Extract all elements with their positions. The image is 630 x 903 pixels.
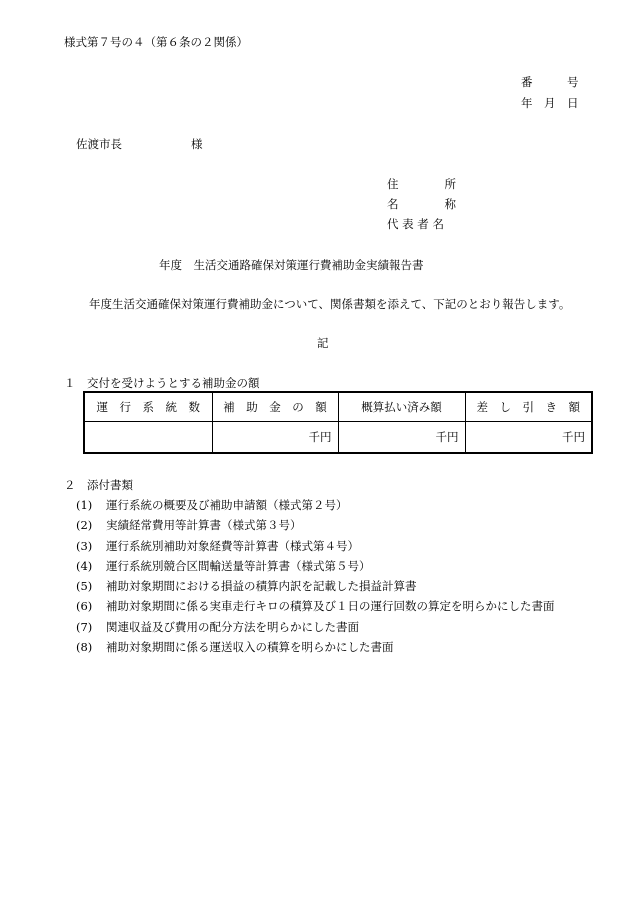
list-item: [76, 617, 555, 637]
list-item: [76, 596, 555, 616]
table-header: 運 行 系 統 数: [84, 392, 212, 422]
table-header-row: [84, 392, 592, 422]
form-number: 様式第７号の４（第６条の２関係）: [64, 35, 248, 49]
table-cell: 千円: [212, 422, 338, 454]
list-item-number: (5): [76, 579, 93, 594]
list-item-text: 実績経常費用等計算書（様式第３号）: [106, 518, 302, 533]
sender-representative-label: 代 表 者 名: [387, 217, 444, 231]
list-item-text: 運行系統の概要及び補助申請額（様式第２号）: [106, 498, 348, 512]
list-item-number: (8): [76, 640, 93, 655]
table-row: [84, 422, 592, 454]
list-item-text: 運行系統別競合区間輸送量等計算書（様式第５号）: [106, 558, 371, 573]
list-item: [76, 637, 555, 657]
section1-heading: １ 交付を受けようとする補助金の額: [64, 376, 260, 390]
list-item-text: 関連収益及び費用の配分方法を明らかにした書面: [106, 619, 359, 634]
list-item: [76, 515, 555, 535]
document-title: 年度 生活交通路確保対策運行費補助金実績報告書: [159, 258, 424, 272]
sender-name-label: 名 称: [387, 197, 456, 211]
list-item-number: (1): [76, 498, 93, 512]
list-item-number: (3): [76, 538, 93, 553]
list-item-text: 補助対象期間に係る運送収入の積算を明らかにした書面: [106, 640, 394, 655]
list-item-text: 補助対象期間における損益の積算内訳を記載した損益計算書: [106, 579, 417, 594]
list-item-number: (7): [76, 619, 93, 634]
list-item: [76, 576, 555, 596]
list-item-text: 運行系統別補助対象経費等計算書（様式第４号）: [106, 538, 359, 553]
table-header: 補 助 金 の 額: [212, 392, 338, 422]
ki-heading: 記: [317, 336, 329, 350]
subsidy-amount-table: [83, 391, 593, 454]
list-item-number: (6): [76, 599, 93, 614]
list-item: [76, 536, 555, 556]
document-date-label: 年 月 日: [521, 96, 579, 110]
addressee: 佐渡市長 様: [76, 137, 203, 151]
table-header: 差 し 引 き 額: [465, 392, 592, 422]
list-item: [76, 556, 555, 576]
table-cell: 千円: [465, 422, 592, 454]
document-number-label: 番 号: [521, 75, 579, 89]
list-item-text: 補助対象期間に係る実車走行キロの積算及び１日の運行回数の算定を明らかにした書面: [106, 599, 555, 614]
list-item-number: (2): [76, 518, 93, 533]
list-item-number: (4): [76, 558, 93, 573]
table-cell: [84, 422, 212, 454]
list-item: [76, 495, 555, 515]
table-cell: 千円: [338, 422, 465, 454]
section2-heading: ２ 添付書類: [64, 478, 133, 492]
attachment-list: [76, 495, 555, 657]
sender-address-label: 住 所: [387, 177, 456, 191]
table-header: 概算払い済み額: [338, 392, 465, 422]
body-text: 年度生活交通確保対策運行費補助金について、関係書類を添えて、下記のとおり報告します。: [89, 297, 571, 311]
